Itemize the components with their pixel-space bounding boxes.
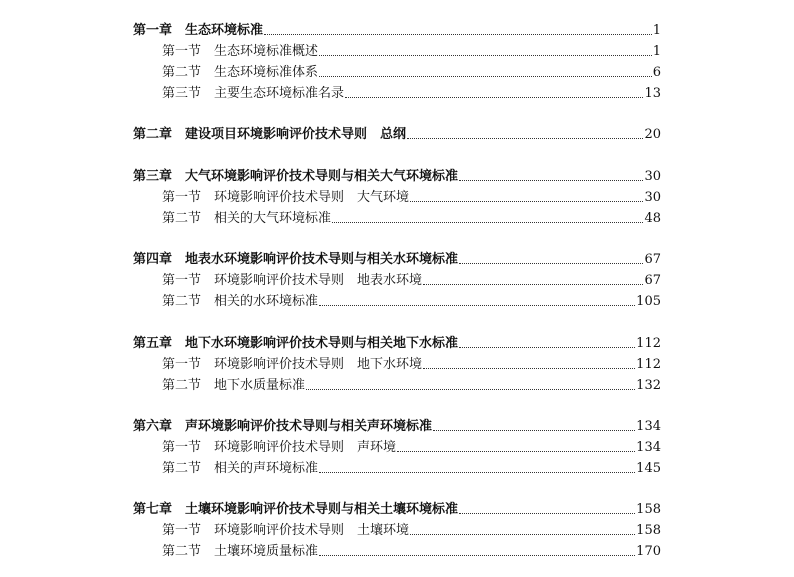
toc-section-entry[interactable] xyxy=(0,81,794,101)
page-number: 67 xyxy=(644,273,661,288)
section-title: 第一节 环境影响评价技术导则 大气环境 xyxy=(162,190,410,205)
chapter-title: 第四章 地表水环境影响评价技术导则与相关水环境标准 xyxy=(133,252,459,267)
dot-leader xyxy=(459,513,635,514)
dot-leader xyxy=(459,180,643,181)
section-title: 第二节 生态环境标准体系 xyxy=(162,65,319,80)
dot-leader xyxy=(410,534,635,535)
toc-section-entry[interactable] xyxy=(0,352,794,372)
toc-section-entry[interactable] xyxy=(0,206,794,226)
dot-leader xyxy=(423,368,635,369)
page-number: 105 xyxy=(636,294,661,309)
dot-leader xyxy=(319,76,652,77)
dot-leader xyxy=(433,430,635,431)
toc-section-entry[interactable] xyxy=(0,39,794,59)
chapter-title: 第七章 土壤环境影响评价技术导则与相关土壤环境标准 xyxy=(133,502,459,517)
page-number: 20 xyxy=(644,127,661,142)
dot-leader xyxy=(332,222,643,223)
toc-chapter-entry[interactable] xyxy=(0,18,794,38)
section-title: 第一节 环境影响评价技术导则 地下水环境 xyxy=(162,357,423,372)
page-number: 6 xyxy=(652,65,661,80)
chapter-title: 第五章 地下水环境影响评价技术导则与相关地下水标准 xyxy=(133,336,459,351)
section-title: 第三节 主要生态环境标准名录 xyxy=(162,86,345,101)
page-number: 170 xyxy=(636,544,661,559)
toc-section-entry[interactable] xyxy=(0,289,794,309)
page-number: 67 xyxy=(644,252,661,267)
chapter-title: 第三章 大气环境影响评价技术导则与相关大气环境标准 xyxy=(133,169,459,184)
dot-leader xyxy=(306,389,635,390)
page-number: 13 xyxy=(644,86,661,101)
page-number: 158 xyxy=(636,502,661,517)
page-number: 112 xyxy=(636,357,661,372)
page-number: 30 xyxy=(644,190,661,205)
dot-leader xyxy=(410,201,643,202)
toc-section-entry[interactable] xyxy=(0,539,794,559)
dot-leader xyxy=(319,555,635,556)
section-title: 第二节 相关的大气环境标准 xyxy=(162,211,332,226)
section-title: 第二节 相关的水环境标准 xyxy=(162,294,319,309)
dot-leader xyxy=(407,138,643,139)
chapter-title: 第一章 生态环境标准 xyxy=(133,23,264,38)
dot-leader xyxy=(345,97,643,98)
toc-section-entry[interactable] xyxy=(0,373,794,393)
dot-leader xyxy=(423,284,643,285)
chapter-title: 第六章 声环境影响评价技术导则与相关声环境标准 xyxy=(133,419,433,434)
dot-leader xyxy=(397,451,635,452)
dot-leader xyxy=(319,472,635,473)
dot-leader xyxy=(319,55,652,56)
page-number: 145 xyxy=(636,461,661,476)
toc-section-entry[interactable] xyxy=(0,518,794,538)
dot-leader xyxy=(319,305,635,306)
page-number: 48 xyxy=(644,211,661,226)
toc-chapter-entry[interactable] xyxy=(0,247,794,267)
chapter-title: 第二章 建设项目环境影响评价技术导则 总纲 xyxy=(133,127,407,142)
page-number: 1 xyxy=(652,44,661,59)
toc-section-entry[interactable] xyxy=(0,60,794,80)
page-number: 134 xyxy=(636,419,661,434)
toc-chapter-entry[interactable] xyxy=(0,331,794,351)
dot-leader xyxy=(459,347,635,348)
section-title: 第一节 环境影响评价技术导则 土壤环境 xyxy=(162,523,410,538)
toc-chapter-entry[interactable] xyxy=(0,497,794,517)
page-number: 132 xyxy=(636,378,661,393)
section-title: 第一节 环境影响评价技术导则 声环境 xyxy=(162,440,397,455)
page-number: 158 xyxy=(636,523,661,538)
page-number: 134 xyxy=(636,440,661,455)
page-number: 112 xyxy=(636,336,661,351)
page-number: 1 xyxy=(652,23,661,38)
toc-section-entry[interactable] xyxy=(0,456,794,476)
section-title: 第二节 相关的声环境标准 xyxy=(162,461,319,476)
section-title: 第一节 生态环境标准概述 xyxy=(162,44,319,59)
toc-chapter-entry[interactable] xyxy=(0,164,794,184)
toc-chapter-entry[interactable] xyxy=(0,414,794,434)
toc-section-entry[interactable] xyxy=(0,268,794,288)
section-title: 第二节 土壤环境质量标准 xyxy=(162,544,319,559)
page-number: 30 xyxy=(644,169,661,184)
toc-section-entry[interactable] xyxy=(0,435,794,455)
section-title: 第一节 环境影响评价技术导则 地表水环境 xyxy=(162,273,423,288)
toc-section-entry[interactable] xyxy=(0,185,794,205)
dot-leader xyxy=(459,263,643,264)
dot-leader xyxy=(264,34,652,35)
toc-chapter-entry[interactable] xyxy=(0,122,794,142)
section-title: 第二节 地下水质量标准 xyxy=(162,378,306,393)
